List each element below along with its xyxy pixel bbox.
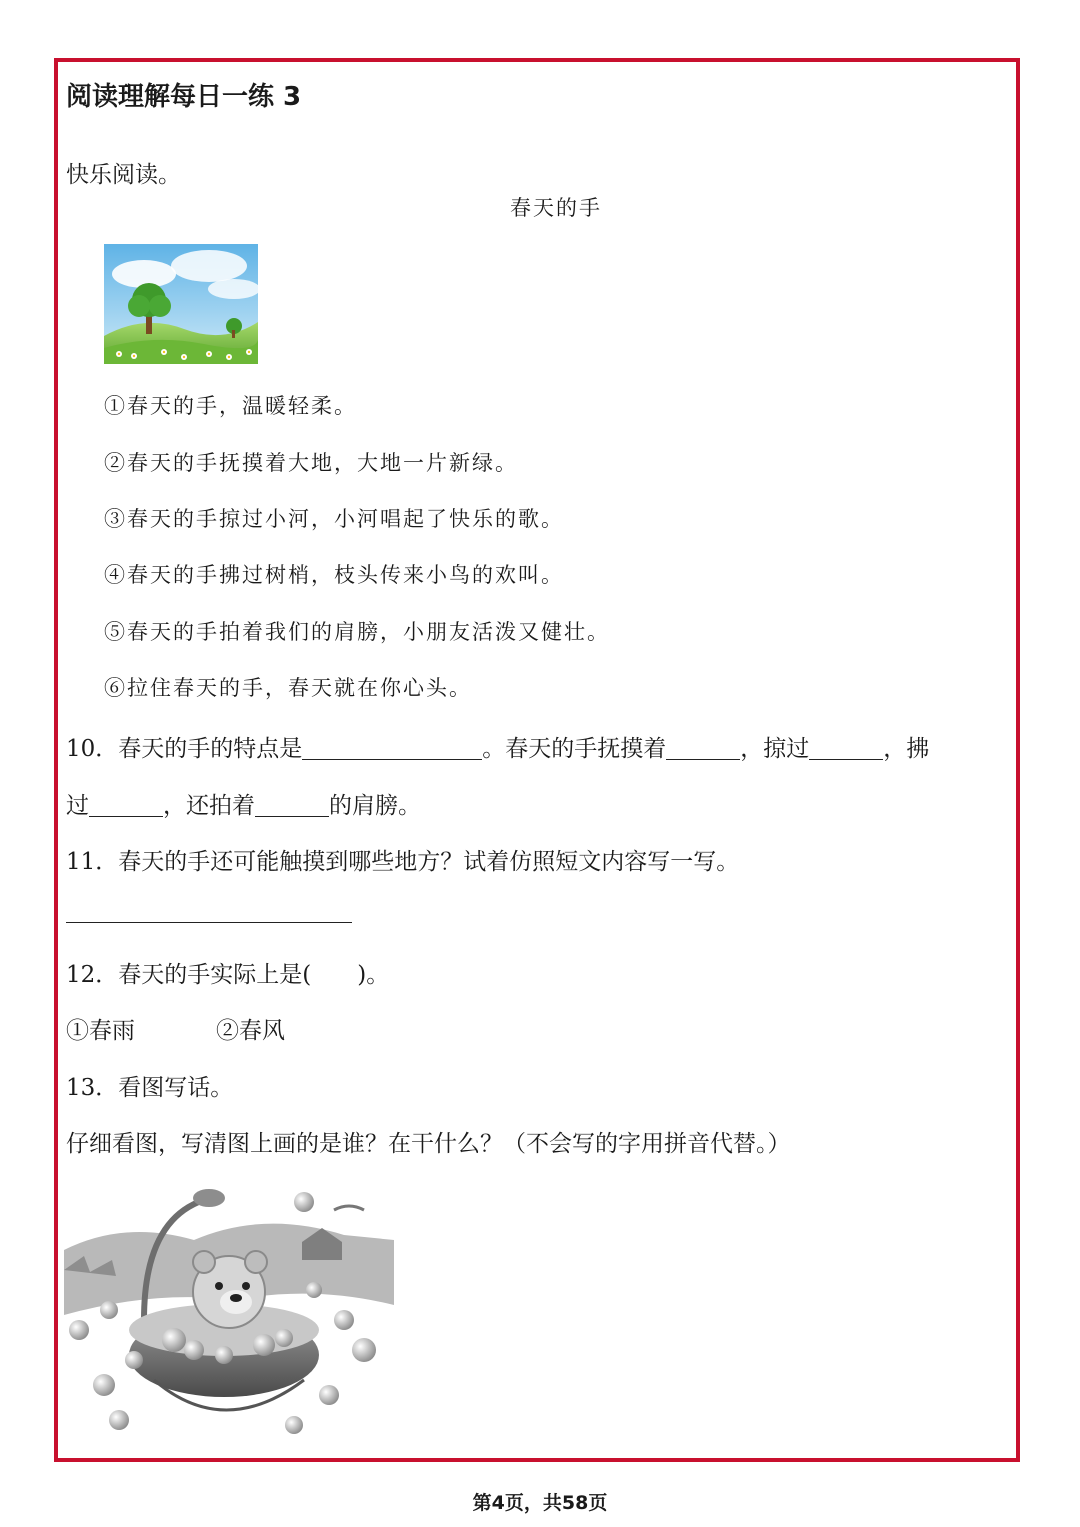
paragraph-3: ③春天的手掠过小河，小河唱起了快乐的歌。: [104, 507, 564, 531]
question-10-line-2: [66, 787, 421, 820]
paragraph-6: ⑥拉住春天的手，春天就在你心头。: [104, 676, 472, 700]
q10-text-1: 10．春天的手的特点是: [66, 736, 303, 762]
spring-landscape-image: [104, 244, 258, 364]
q10-text-4: ，拂: [883, 736, 930, 762]
question-11: 11．春天的手还可能触摸到哪些地方？试着仿照短文内容写一写。: [66, 849, 740, 875]
q10-text-7: 的肩膀。: [329, 793, 421, 819]
q10-blank-2[interactable]: [666, 736, 740, 760]
paragraph-5: ⑤春天的手拍着我们的肩膀，小朋友活泼又健壮。: [104, 620, 610, 644]
q10-text-3: ，掠过: [740, 736, 810, 762]
paragraph-1: ①春天的手，温暖轻柔。: [104, 394, 357, 418]
question-10-line-1: [66, 730, 986, 763]
q10-text-5: 过: [66, 793, 89, 819]
q10-blank-5[interactable]: [255, 793, 329, 817]
question-13: 13．看图写话。: [66, 1075, 234, 1101]
q10-blank-4[interactable]: [89, 793, 163, 817]
paragraph-4: ④春天的手拂过树梢，枝头传来小鸟的欢叫。: [104, 563, 564, 587]
instruction: 快乐阅读。: [66, 162, 181, 188]
q10-blank-1[interactable]: [302, 736, 482, 760]
q13-prompt: 仔细看图，写清图上画的是谁？在干什么？（不会写的字用拼音代替。）: [66, 1131, 791, 1157]
passage-title: 春天的手: [510, 196, 602, 220]
q12-option-1[interactable]: ①春雨: [66, 1018, 135, 1044]
bear-bath-image: [64, 1180, 394, 1440]
q12-option-2[interactable]: ②春风: [216, 1018, 285, 1044]
question-12: 12．春天的手实际上是( )。: [66, 962, 390, 988]
q11-answer-line[interactable]: [66, 922, 352, 923]
q10-text-6: ，还拍着: [163, 793, 255, 819]
page-number: 第4页，共58页: [472, 1492, 608, 1514]
page-title: 阅读理解每日一练 3: [66, 82, 302, 112]
q10-blank-3[interactable]: [809, 736, 883, 760]
paragraph-2: ②春天的手抚摸着大地，大地一片新绿。: [104, 451, 518, 475]
q10-text-2: 。春天的手抚摸着: [482, 736, 667, 762]
